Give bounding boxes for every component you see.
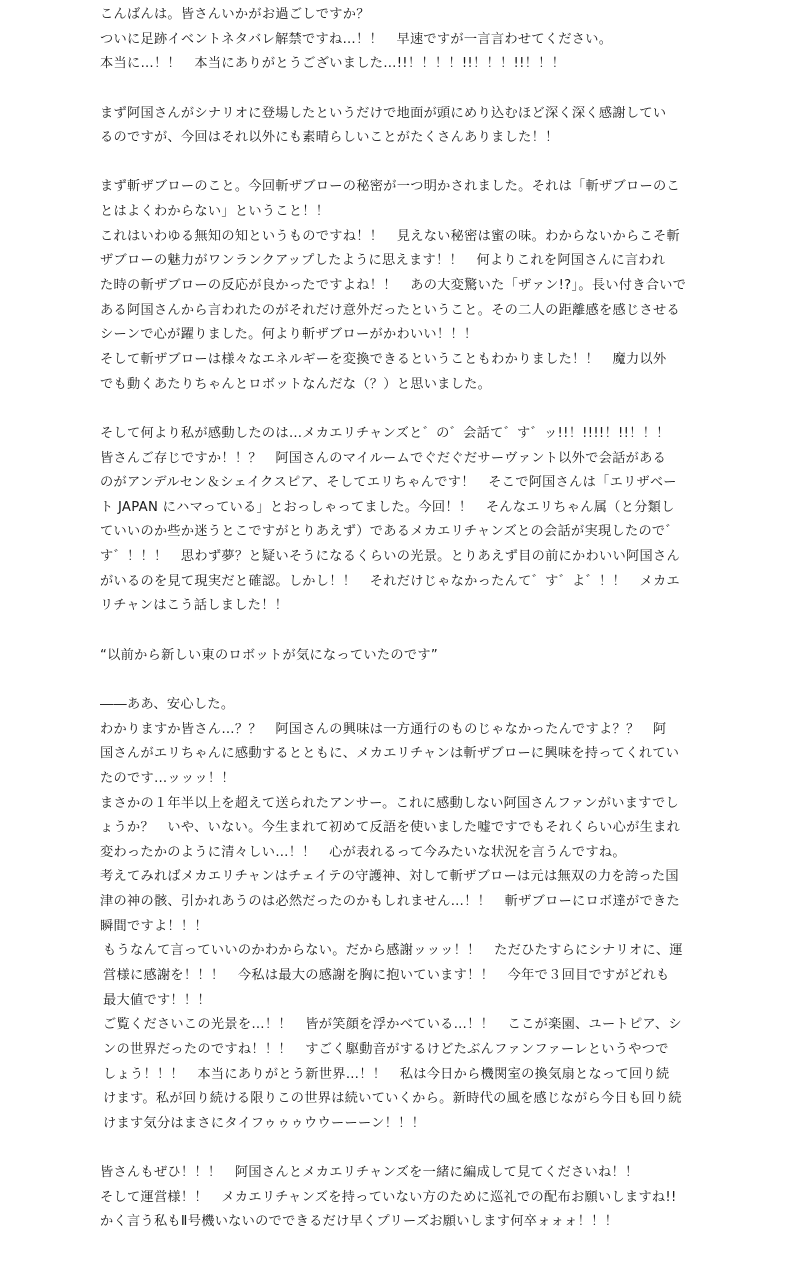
text-line: まず阿国さんがシナリオに登場したというだけで地面が頭にめり込むほど深く深く感謝してい	[100, 105, 667, 121]
paragraph-gap	[100, 397, 800, 422]
text-line: しょう！！！ 本当にありがとう新世界…！！ 私は今日から機関室の換気扇となって回り続	[103, 1066, 670, 1082]
text-line: 本当に…！！ 本当にありがとうございました…!!！！！！!!！！！!!！！！	[100, 56, 566, 72]
paragraph-gap	[100, 668, 800, 693]
paragraph-greeting	[100, 3, 800, 77]
text-line: 営様に感謝を！！！ 今私は最大の感謝を胸に抱いています！！ 今年で３回目ですがどれも	[103, 967, 670, 983]
text-line: ついに足跡イベントネタバレ解禁ですね…！！ 早速ですが一言言わせてください。	[100, 31, 613, 47]
text-line: ンの世界だったのですね！！！ すごく駆動音がするけどたぶんファンファーレというやつで	[103, 1041, 669, 1057]
paragraph-gap	[100, 619, 800, 644]
text-line: 瞬間ですよ！！！	[100, 918, 208, 934]
text-line: るのですが、今回はそれ以外にも素晴らしいことがたくさんありました！！	[100, 130, 559, 146]
text-line: ていいのか些か迷うとこですがとりあえず）であるメカエリチャンズとの会話が実現したので゛	[100, 524, 679, 540]
text-line: もうなんて言っていいのかわからない。だから感謝ッッッ！！ ただひたすらにシナリオに、運	[103, 943, 683, 959]
paragraph-closing	[100, 1161, 800, 1235]
paragraph-quote	[100, 644, 800, 669]
paragraph-relief	[100, 693, 800, 939]
paragraph-gap	[100, 77, 800, 102]
text-line: そして斬ザブローは様々なエネルギーを変換できるということもわかりました！！ 魔力以外	[100, 351, 667, 367]
text-line: 津の神の骸、引かれあうのは必然だったのかもしれません…！！ 斬ザブローにロボ達ができた	[100, 894, 680, 910]
text-line: ご覧くださいこの光景を…！！ 皆が笑顔を浮かべている…！！ ここが楽園、ユートピア、シ	[103, 1017, 682, 1033]
paragraph-gratitude	[100, 939, 800, 1136]
text-line: 皆さんご存じですか！！？ 阿国さんのマイルームでぐだぐだサーヴァント以外で会話がある	[100, 450, 667, 466]
text-line: けます気分はまさにタイフゥゥゥウウーーーン！！！	[103, 1115, 426, 1131]
text-line: ある阿国さんから言われたのがそれだけ意外だったということ。その二人の距離感を感じさせる	[100, 302, 680, 318]
text-line: ザブローの魅力がワンランクアップしたように思えます！！ 何よりこれを阿国さんに言われ	[100, 253, 666, 269]
text-line: かく言う私もⅡ号機いないのでできるだけ早くプリーズお願いします何卒ォォォ！！！	[100, 1214, 619, 1230]
text-line: でも動くあたりちゃんとロボットなんだな（？）と思いました。	[100, 376, 492, 392]
paragraph-zanzaburo	[100, 175, 800, 397]
text-line: こんばんは。皆さんいかがお過ごしですか？	[100, 7, 370, 22]
text-line: 最大値です！！！	[103, 992, 211, 1008]
text-line: 考えてみればメカエリチャンはチェイテの守護神、対して斬ザブローは元は無双の力を誇った国	[100, 869, 679, 885]
quote-line: “以前から新しい東のロボットが気になっていたのです”	[100, 647, 438, 663]
text-line: ょうか？ いや、いない。今生まれて初めて反語を使いました嘘ですでもそれくらい心が生まれ	[100, 820, 681, 836]
text-line: す゛！！！ 思わず夢？と疑いそうになるくらいの光景。とりあえず目の前にかわいい阿国さん	[100, 549, 680, 565]
text-line: けます。私が回り続ける限りこの世界は続いていくから。新時代の風を感じながら今日も回り続	[103, 1091, 682, 1107]
text-line: まさかの１年半以上を超えて送られたアンサー。これに感動しない阿国さんファンがいますでし	[100, 795, 680, 811]
text-line: がいるのを見て現実だと確認。しかし！！ それだけじゃなかったんて゛す゛よ゛！！ メカエ	[100, 573, 680, 589]
text-line: これはいわゆる無知の知というものですね！！ 見えない秘密は蜜の味。わからないからこそ斬	[100, 228, 680, 244]
text-line: たのです…ッッッ！！	[100, 770, 235, 786]
text-line: とはよくわからない」ということ！！	[100, 204, 330, 220]
paragraph-gap	[100, 1136, 800, 1161]
text-line: そして何より私が感動したのは…メカエリチャンズと゛の゛会話て゛す゛ッ!!！!!!!！!!！！！	[100, 425, 670, 441]
text-line: まず斬ザブローのこと。今回斬ザブローの秘密が一つ明かされました。それは「斬ザブローのこ	[100, 179, 680, 195]
text-line: 皆さんもぜひ！！！ 阿国さんとメカエリチャンズを一緒に編成して見てくださいね！！	[100, 1165, 639, 1181]
text-line: シーンで心が躍りました。何より斬ザブローがかわいい！！！	[100, 327, 478, 343]
text-line: ト JAPAN にハマっている」とおっしゃってました。今回！！ そんなエリちゃん属（と分類し	[100, 499, 675, 515]
text-line: のがアンデルセン＆シェイクスピア、そしてエリちゃんです！ そこで阿国さんは「エリザベー	[100, 475, 677, 491]
text-line: リチャンはこう話しました！！	[100, 598, 289, 614]
text-line: わかりますか皆さん…？？ 阿国さんの興味は一方通行のものじゃなかったんですよ？？ 阿	[100, 721, 667, 737]
text-line: 国さんがエリちゃんに感動するとともに、メカエリチャンは斬ザブローに興味を持ってくれてい	[100, 746, 680, 762]
text-line: そして運営様！！ メカエリチャンズを持っていない方のために巡礼での配布お願いしますね!!	[100, 1189, 677, 1205]
paragraph-gap	[100, 151, 800, 176]
text-line: た時の斬ザブローの反応が良かったですよね！！ あの大変驚いた「ザァン!?」。長い付き合いで	[100, 278, 687, 294]
text-line: 変わったかのように清々しい…！！ 心が表れるって今みたいな状況を言うんですね。	[100, 844, 626, 860]
paragraph-mecha-eli-conversation	[100, 422, 800, 619]
text-line: ――ああ、安心した。	[100, 696, 235, 712]
paragraph-okuni-appearance	[100, 102, 800, 151]
